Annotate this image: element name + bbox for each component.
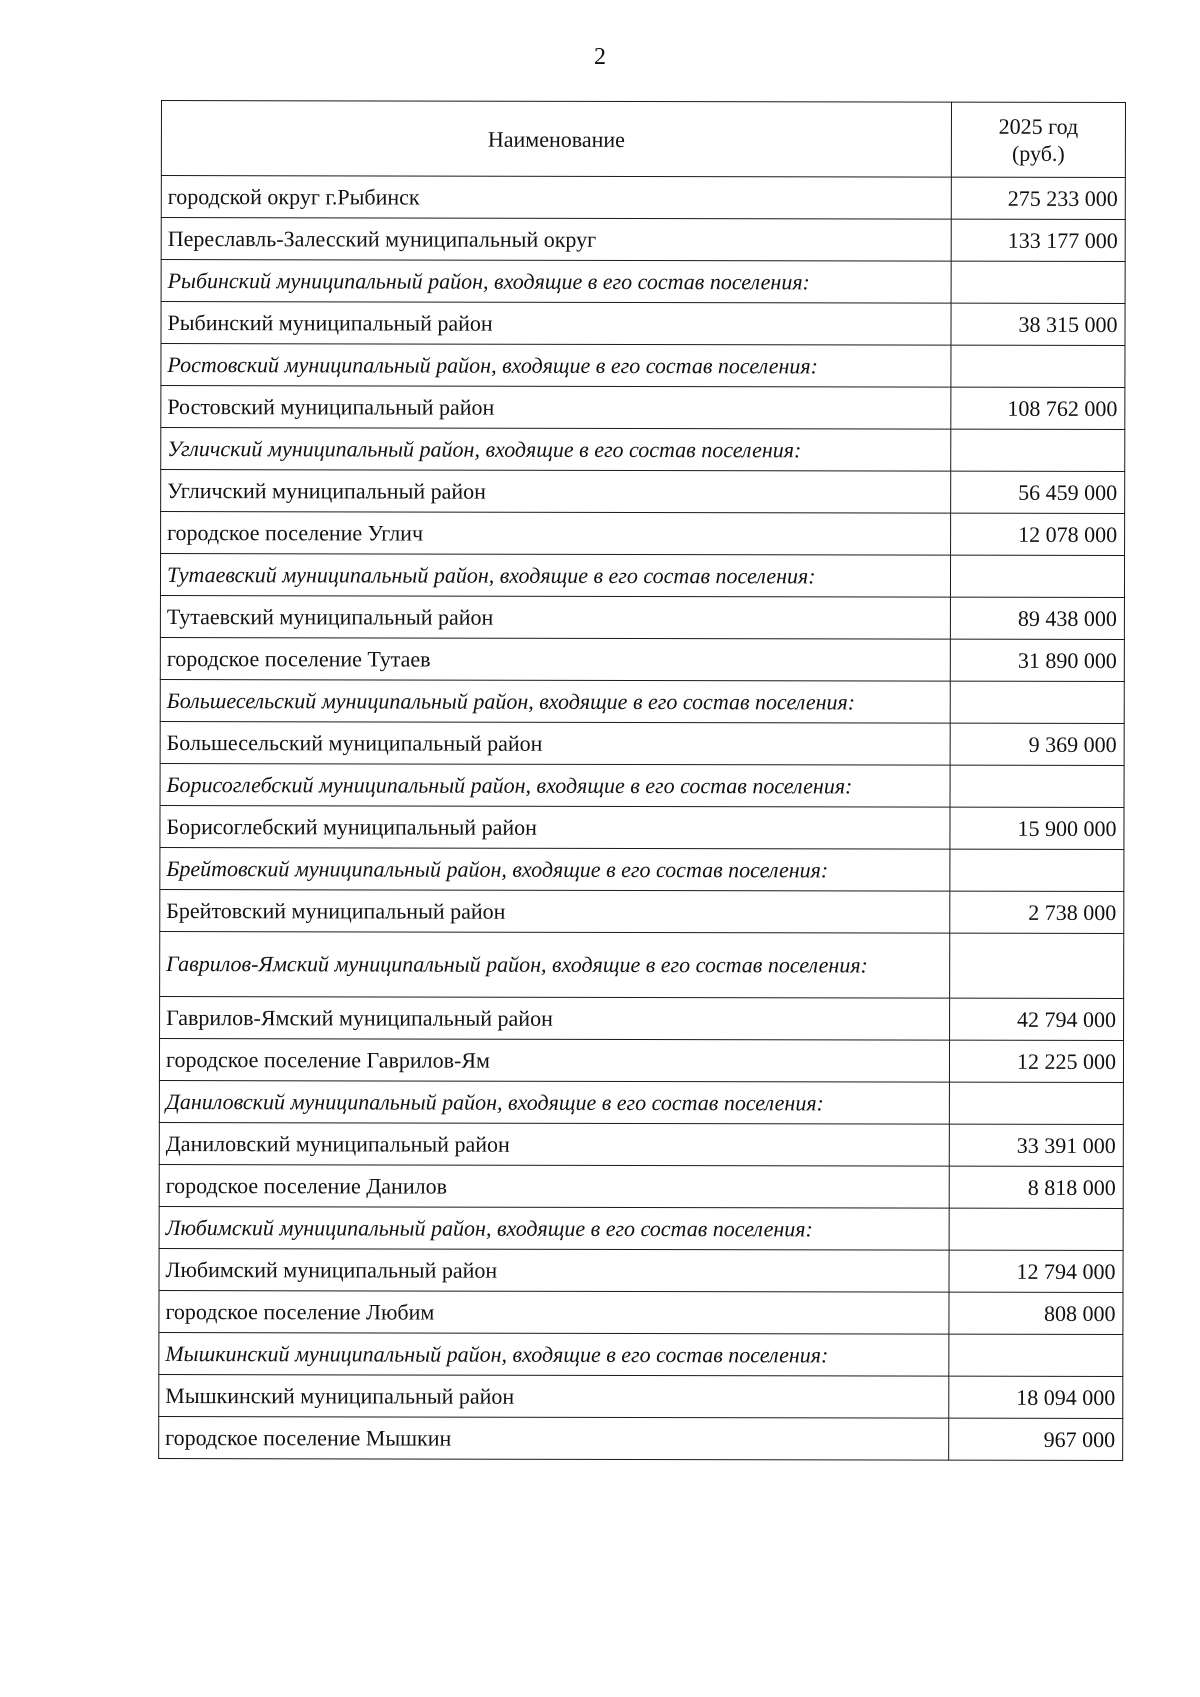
table-group-row xyxy=(160,847,1124,891)
budget-table xyxy=(158,100,1126,1461)
row-amount-cell: 12 794 000 xyxy=(949,1250,1123,1292)
table-group-row xyxy=(160,679,1124,723)
row-amount-cell xyxy=(951,429,1125,471)
table-group-row xyxy=(161,260,1125,304)
table-group-row xyxy=(159,1080,1123,1124)
row-amount-cell: 133 177 000 xyxy=(951,219,1125,261)
table-row xyxy=(160,889,1124,933)
row-amount-cell xyxy=(951,261,1125,303)
row-name-cell: Угличский муниципальный район xyxy=(161,470,951,514)
table-row xyxy=(159,1164,1123,1208)
row-amount-cell: 275 233 000 xyxy=(951,177,1125,219)
row-name-cell: Ростовский муниципальный район xyxy=(161,386,951,430)
row-name-cell: Большесельский муниципальный район xyxy=(160,721,950,765)
row-name-cell: городское поселение Данилов xyxy=(159,1164,949,1208)
row-amount-cell: 15 900 000 xyxy=(950,807,1124,849)
table-group-row xyxy=(160,763,1124,807)
row-amount-cell xyxy=(950,555,1124,597)
row-amount-cell: 18 094 000 xyxy=(949,1376,1123,1418)
table-row xyxy=(160,721,1124,765)
group-name-cell: Любимский муниципальный район, входящие в его состав поселения: xyxy=(159,1206,949,1250)
group-name-cell: Большесельский муниципальный район, входящие в его состав поселения: xyxy=(160,679,950,723)
table-row xyxy=(159,1038,1123,1082)
row-name-cell: Любимский муниципальный район xyxy=(159,1248,949,1292)
table-row xyxy=(161,512,1125,556)
row-name-cell: городское поселение Любим xyxy=(159,1290,949,1334)
row-amount-cell: 33 391 000 xyxy=(949,1124,1123,1166)
row-amount-cell xyxy=(950,933,1124,998)
group-name-cell: Борисоглебский муниципальный район, входящие в его состав поселения: xyxy=(160,763,950,807)
group-name-cell: Гаврилов-Ямский муниципальный район, входящие в его состав поселения: xyxy=(160,931,950,998)
table-group-row xyxy=(160,554,1124,598)
group-name-cell: Даниловский муниципальный район, входящие в его состав поселения: xyxy=(159,1080,949,1124)
table-row xyxy=(161,218,1125,262)
row-name-cell: Тутаевский муниципальный район xyxy=(160,595,950,639)
row-name-cell: Гаврилов-Ямский муниципальный район xyxy=(160,996,950,1040)
row-name-cell: городское поселение Гаврилов-Ям xyxy=(159,1038,949,1082)
header-name: Наименование xyxy=(161,101,951,178)
table-row xyxy=(160,595,1124,639)
row-amount-cell xyxy=(950,681,1124,723)
table-row xyxy=(160,996,1124,1040)
table-group-row xyxy=(159,1206,1123,1250)
group-name-cell: Мышкинский муниципальный район, входящие в его состав поселения: xyxy=(159,1332,949,1376)
table-row xyxy=(159,1416,1123,1460)
page-number: 2 xyxy=(594,44,606,70)
table-row xyxy=(159,1290,1123,1334)
row-amount-cell: 56 459 000 xyxy=(951,471,1125,513)
row-amount-cell: 38 315 000 xyxy=(951,303,1125,345)
table-row xyxy=(159,1374,1123,1418)
row-amount-cell: 12 225 000 xyxy=(949,1040,1123,1082)
row-amount-cell xyxy=(950,849,1124,891)
row-amount-cell: 9 369 000 xyxy=(950,723,1124,765)
row-name-cell: Брейтовский муниципальный район xyxy=(160,889,950,933)
group-name-cell: Брейтовский муниципальный район, входящие в его состав поселения: xyxy=(160,847,950,891)
header-amount xyxy=(951,102,1125,177)
row-amount-cell: 108 762 000 xyxy=(951,387,1125,429)
table-body xyxy=(159,176,1126,1461)
table-header-row xyxy=(161,101,1125,178)
table-group-row xyxy=(160,931,1124,998)
row-name-cell: городской округ г.Рыбинск xyxy=(161,176,951,220)
row-amount-cell: 8 818 000 xyxy=(949,1166,1123,1208)
group-name-cell: Рыбинский муниципальный район, входящие в его состав поселения: xyxy=(161,260,951,304)
table-row xyxy=(161,386,1125,430)
row-amount-cell xyxy=(949,1334,1123,1376)
table-row xyxy=(159,1248,1123,1292)
row-amount-cell: 12 078 000 xyxy=(951,513,1125,555)
table-row xyxy=(161,302,1125,346)
row-amount-cell: 89 438 000 xyxy=(950,597,1124,639)
row-name-cell: городское поселение Мышкин xyxy=(159,1416,949,1460)
table-row xyxy=(160,637,1124,681)
table-row xyxy=(161,176,1125,220)
row-name-cell: Рыбинский муниципальный район xyxy=(161,302,951,346)
table-group-row xyxy=(159,1332,1123,1376)
row-amount-cell: 42 794 000 xyxy=(950,998,1124,1040)
table-group-row xyxy=(161,428,1125,472)
group-name-cell: Тутаевский муниципальный район, входящие в его состав поселения: xyxy=(160,554,950,598)
row-name-cell: Мышкинский муниципальный район xyxy=(159,1374,949,1418)
row-amount-cell xyxy=(949,1082,1123,1124)
row-amount-cell: 2 738 000 xyxy=(950,891,1124,933)
group-name-cell: Угличский муниципальный район, входящие в его состав поселения: xyxy=(161,428,951,472)
row-amount-cell xyxy=(951,345,1125,387)
header-amount-unit: (руб.) xyxy=(1011,140,1065,166)
row-amount-cell: 31 890 000 xyxy=(950,639,1124,681)
row-name-cell: городское поселение Тутаев xyxy=(160,637,950,681)
row-name-cell: городское поселение Углич xyxy=(161,512,951,556)
row-amount-cell: 808 000 xyxy=(949,1292,1123,1334)
table-row xyxy=(160,805,1124,849)
table-row xyxy=(161,470,1125,514)
table-group-row xyxy=(161,344,1125,388)
row-name-cell: Борисоглебский муниципальный район xyxy=(160,805,950,849)
row-amount-cell xyxy=(950,765,1124,807)
row-amount-cell xyxy=(949,1208,1123,1250)
row-amount-cell: 967 000 xyxy=(949,1418,1123,1460)
group-name-cell: Ростовский муниципальный район, входящие в его состав поселения: xyxy=(161,344,951,388)
table-row xyxy=(159,1122,1123,1166)
row-name-cell: Даниловский муниципальный район xyxy=(159,1122,949,1166)
header-amount-year: 2025 год xyxy=(998,113,1079,139)
row-name-cell: Переславль-Залесский муниципальный округ xyxy=(161,218,951,262)
